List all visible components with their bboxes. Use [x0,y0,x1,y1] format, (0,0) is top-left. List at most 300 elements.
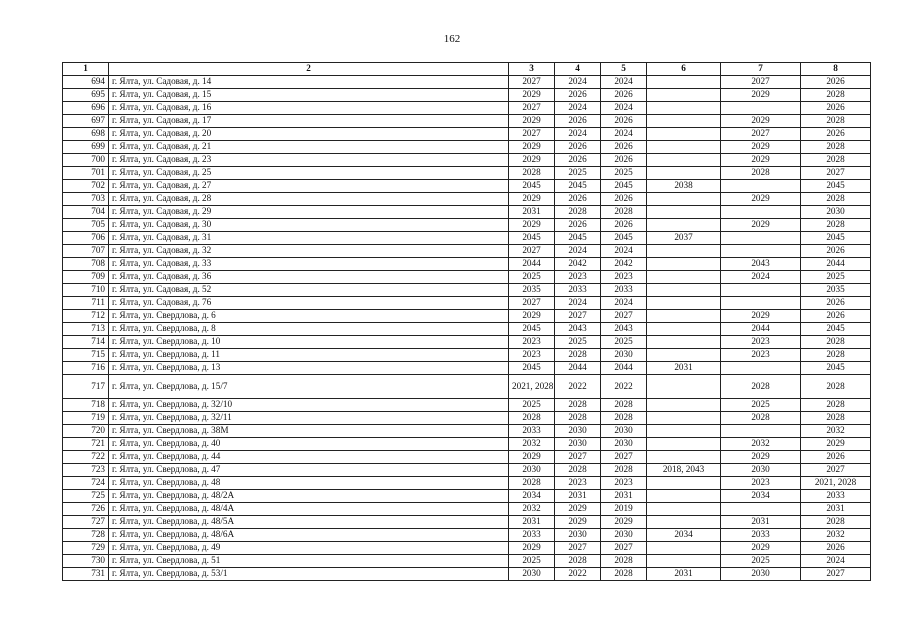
table-row [63,323,871,336]
table-cell: 2026 [801,128,871,141]
table-cell: 2042 [601,258,647,271]
table-cell: 2044 [601,362,647,375]
table-cell: г. Ялта, ул. Садовая, д. 36 [109,271,509,284]
table-cell [647,245,721,258]
table-cell: 2032 [721,438,801,451]
table-cell: 2031 [509,206,555,219]
table-cell [647,451,721,464]
table-cell: 2028 [555,399,601,412]
table-cell: 698 [63,128,109,141]
table-row [63,141,871,154]
table-cell: г. Ялта, ул. Садовая, д. 23 [109,154,509,167]
table-cell: 2027 [555,451,601,464]
table-cell: 2026 [801,102,871,115]
table-cell: 2045 [509,180,555,193]
table-cell: 2030 [555,438,601,451]
table-cell: 2023 [601,477,647,490]
table-cell: 2023 [509,336,555,349]
table-row [63,102,871,115]
table-cell: 2028 [721,375,801,399]
table-cell: 2026 [601,115,647,128]
table-row [63,89,871,102]
table-cell: 2028 [801,412,871,425]
column-header: 8 [801,63,871,76]
table-cell: 2045 [555,232,601,245]
table-row [63,516,871,529]
table-cell [721,284,801,297]
table-cell [647,206,721,219]
table-cell: 2018, 2043 [647,464,721,477]
table-cell: 2033 [721,529,801,542]
table-cell: 2029 [721,451,801,464]
table-cell: 2026 [601,154,647,167]
table-cell: 2028 [801,89,871,102]
table-cell: 2030 [601,425,647,438]
table-cell: г. Ялта, ул. Свердлова, д. 48/5А [109,516,509,529]
table-cell: 2029 [509,115,555,128]
table-cell: 2023 [721,336,801,349]
table-cell: 2026 [801,297,871,310]
table-cell: 2045 [555,180,601,193]
table-row [63,529,871,542]
table-cell [647,154,721,167]
table-cell: 2032 [801,425,871,438]
table-cell: 701 [63,167,109,180]
table-cell: г. Ялта, ул. Садовая, д. 15 [109,89,509,102]
table-cell: 2026 [801,310,871,323]
table-cell [721,102,801,115]
table-cell: 2031 [647,568,721,581]
table-cell [647,219,721,232]
table-cell: 2029 [509,219,555,232]
table-cell [721,206,801,219]
table-cell: 2027 [555,310,601,323]
table-cell: 2028 [601,568,647,581]
table-cell [647,115,721,128]
table-cell: 2031 [801,503,871,516]
table-cell: 2031 [647,362,721,375]
page-number: 162 [443,33,461,45]
table-cell: 2033 [509,425,555,438]
table-cell: 711 [63,297,109,310]
table-cell: г. Ялта, ул. Свердлова, д. 6 [109,310,509,323]
table-cell [647,412,721,425]
table-cell: г. Ялта, ул. Свердлова, д. 8 [109,323,509,336]
table-cell: 2030 [555,425,601,438]
table-cell: г. Ялта, ул. Свердлова, д. 32/11 [109,412,509,425]
table-cell: г. Ялта, ул. Садовая, д. 21 [109,141,509,154]
table-cell: 2031 [509,516,555,529]
table-cell: 727 [63,516,109,529]
table-cell: 2045 [601,232,647,245]
table-cell [647,375,721,399]
table-cell: 2033 [555,284,601,297]
table-cell: 2042 [555,258,601,271]
table-cell: 2028 [801,375,871,399]
table-cell: 705 [63,219,109,232]
table-cell: 2028 [801,349,871,362]
table-cell: 2023 [601,271,647,284]
table-cell: 2030 [721,464,801,477]
table-cell: 2030 [601,529,647,542]
table-cell: г. Ялта, ул. Свердлова, д. 10 [109,336,509,349]
table-cell [647,258,721,271]
table-cell: 730 [63,555,109,568]
table-row [63,245,871,258]
table-cell: 717 [63,375,109,399]
table-row [63,219,871,232]
column-header: 1 [63,63,109,76]
table-cell: г. Ялта, ул. Свердлова, д. 32/10 [109,399,509,412]
table-cell: 2025 [555,167,601,180]
table-row [63,490,871,503]
table-cell: 2030 [555,529,601,542]
table-cell [721,245,801,258]
table-cell: 2027 [601,542,647,555]
table-cell: 2035 [509,284,555,297]
table-cell: 2026 [601,193,647,206]
table-cell: 2043 [721,258,801,271]
table-cell: 2025 [601,167,647,180]
table-cell [647,284,721,297]
table-cell: 2029 [509,451,555,464]
table-cell: г. Ялта, ул. Садовая, д. 28 [109,193,509,206]
table-cell: 2025 [555,336,601,349]
table-row [63,206,871,219]
table-cell: г. Ялта, ул. Свердлова, д. 48/2А [109,490,509,503]
table-cell [647,425,721,438]
table-cell: 2029 [509,89,555,102]
table-cell: 2043 [555,323,601,336]
table-cell: 2027 [721,76,801,89]
table-cell: 2044 [721,323,801,336]
table-cell: 2045 [801,362,871,375]
table-cell [647,76,721,89]
table-cell: 2045 [801,323,871,336]
table-cell: 2029 [801,438,871,451]
table-cell: 2029 [509,310,555,323]
header-row [63,63,871,76]
table-row [63,115,871,128]
table-cell: 2028 [509,167,555,180]
table-cell: 2022 [601,375,647,399]
table-cell: 2027 [721,128,801,141]
table-cell: 2043 [601,323,647,336]
table-cell: 706 [63,232,109,245]
table-cell: 2026 [555,193,601,206]
table-cell: г. Ялта, ул. Садовая, д. 20 [109,128,509,141]
table-cell: 714 [63,336,109,349]
table-cell: 2024 [601,128,647,141]
table-cell: 2035 [801,284,871,297]
table-cell [721,503,801,516]
table-cell: 2030 [509,568,555,581]
table-row [63,425,871,438]
table-cell [647,555,721,568]
table-cell: 2028 [801,141,871,154]
table-row [63,128,871,141]
table-cell: 709 [63,271,109,284]
table-cell: 2023 [721,349,801,362]
table-cell: 2029 [721,542,801,555]
table-cell [647,399,721,412]
table-cell: 2030 [721,568,801,581]
table-cell: 2044 [555,362,601,375]
table-cell: 2028 [555,349,601,362]
table-cell: 2025 [601,336,647,349]
table-cell: 2028 [801,154,871,167]
table-cell: 2029 [601,516,647,529]
table-cell: 2028 [601,464,647,477]
table-cell: 725 [63,490,109,503]
table-cell: 2028 [801,399,871,412]
table-cell: г. Ялта, ул. Садовая, д. 32 [109,245,509,258]
table-cell: 2028 [601,206,647,219]
table-cell: г. Ялта, ул. Садовая, д. 29 [109,206,509,219]
table-cell: 2045 [509,323,555,336]
table-cell: 2027 [509,245,555,258]
table-cell: 702 [63,180,109,193]
table-cell: г. Ялта, ул. Садовая, д. 14 [109,76,509,89]
table-row [63,542,871,555]
table-cell: 2031 [601,490,647,503]
table-cell [647,349,721,362]
table-cell: 2027 [509,76,555,89]
table-cell [647,323,721,336]
table-row [63,258,871,271]
table-cell: 2021, 2028 [509,375,555,399]
table-cell: 2024 [555,102,601,115]
table-cell: 703 [63,193,109,206]
table-cell: 2029 [509,154,555,167]
table-cell: 2032 [801,529,871,542]
table-cell: 712 [63,310,109,323]
table-cell: 2026 [555,219,601,232]
table-cell: 2029 [509,542,555,555]
table-cell: 719 [63,412,109,425]
table-cell: 2045 [801,232,871,245]
table-cell: 2028 [601,399,647,412]
table-row [63,451,871,464]
table-cell: 2027 [509,128,555,141]
table-cell: 2044 [509,258,555,271]
table-cell: 2029 [555,516,601,529]
table-row [63,464,871,477]
table-cell: 2033 [801,490,871,503]
table-cell: 2029 [555,503,601,516]
table-cell: 2027 [801,167,871,180]
table-cell: 2025 [721,555,801,568]
table-cell [647,271,721,284]
table-row [63,271,871,284]
table-cell: 2030 [601,349,647,362]
table-cell: 2027 [509,102,555,115]
table-cell [647,477,721,490]
table-cell [647,297,721,310]
table-cell: 2033 [601,284,647,297]
table-cell [721,297,801,310]
table-cell: 2027 [555,542,601,555]
table-cell: 2028 [601,555,647,568]
table-cell: 722 [63,451,109,464]
table-cell: 2029 [509,193,555,206]
table-cell [647,141,721,154]
table-cell [647,336,721,349]
table-cell [721,180,801,193]
table-cell: г. Ялта, ул. Садовая, д. 76 [109,297,509,310]
table-cell: 710 [63,284,109,297]
table-cell [647,310,721,323]
table-cell: 2031 [721,516,801,529]
table-cell: 720 [63,425,109,438]
table-cell: 2021, 2028 [801,477,871,490]
table-cell: 708 [63,258,109,271]
table-cell: г. Ялта, ул. Садовая, д. 17 [109,115,509,128]
table-cell [647,193,721,206]
table-cell: г. Ялта, ул. Свердлова, д. 48 [109,477,509,490]
table-cell: 2031 [555,490,601,503]
table-cell [647,102,721,115]
table-cell [721,232,801,245]
table-cell: 2034 [647,529,721,542]
table-cell: г. Ялта, ул. Свердлова, д. 11 [109,349,509,362]
table-cell: г. Ялта, ул. Свердлова, д. 44 [109,451,509,464]
table-cell: 2025 [801,271,871,284]
table-row [63,399,871,412]
table-cell: 2028 [801,193,871,206]
table-cell: 2026 [555,89,601,102]
table-cell: г. Ялта, ул. Свердлова, д. 48/6А [109,529,509,542]
table-row [63,180,871,193]
table-cell [721,362,801,375]
table-cell: 726 [63,503,109,516]
table-row [63,375,871,399]
table-cell: 2025 [721,399,801,412]
table-cell: 2028 [509,477,555,490]
table-cell: 2027 [601,451,647,464]
table-row [63,555,871,568]
column-header: 7 [721,63,801,76]
table-cell: 729 [63,542,109,555]
table-cell: 699 [63,141,109,154]
table-cell: 704 [63,206,109,219]
table-cell: 2026 [601,141,647,154]
table-cell: 2024 [801,555,871,568]
table-row [63,477,871,490]
table-row [63,193,871,206]
table-cell: 2028 [509,412,555,425]
table-cell: 2026 [601,89,647,102]
table-cell: 694 [63,76,109,89]
table-row [63,310,871,323]
table-cell: 2028 [801,336,871,349]
table-cell: 2028 [801,115,871,128]
table-cell: г. Ялта, ул. Свердлова, д. 51 [109,555,509,568]
table-cell: г. Ялта, ул. Садовая, д. 27 [109,180,509,193]
table-cell: 2026 [801,542,871,555]
table-cell: 2026 [555,154,601,167]
table-cell: 2024 [555,76,601,89]
table-cell: 2027 [509,297,555,310]
table-cell: 2027 [801,568,871,581]
table-cell: 2028 [555,555,601,568]
column-header: 5 [601,63,647,76]
table-cell: 2026 [801,451,871,464]
table-cell: 2030 [801,206,871,219]
housing-register-table [62,62,871,581]
table-cell: 2037 [647,232,721,245]
table-cell: 2045 [509,362,555,375]
table-row [63,297,871,310]
table-cell: 2026 [601,219,647,232]
table-cell [647,128,721,141]
table-cell: 696 [63,102,109,115]
table-cell: 2045 [801,180,871,193]
table-cell: г. Ялта, ул. Садовая, д. 52 [109,284,509,297]
table-cell: г. Ялта, ул. Садовая, д. 31 [109,232,509,245]
table-cell [647,438,721,451]
table-cell: 713 [63,323,109,336]
table-cell: 728 [63,529,109,542]
table-cell: 2029 [721,115,801,128]
table-cell: 715 [63,349,109,362]
table-cell: 2024 [601,76,647,89]
table-cell: 724 [63,477,109,490]
table-cell: 2023 [509,349,555,362]
table-cell: 2029 [721,154,801,167]
table-cell [721,425,801,438]
table-cell: 707 [63,245,109,258]
table-cell: г. Ялта, ул. Свердлова, д. 40 [109,438,509,451]
table-cell: г. Ялта, ул. Свердлова, д. 13 [109,362,509,375]
table-cell: 2045 [601,180,647,193]
table-cell: г. Ялта, ул. Свердлова, д. 15/7 [109,375,509,399]
column-header: 6 [647,63,721,76]
table-cell: 2028 [555,464,601,477]
table-cell: 2045 [509,232,555,245]
table-row [63,167,871,180]
table-cell: 2025 [509,399,555,412]
table-cell [647,503,721,516]
table-cell: 2022 [555,568,601,581]
table-cell: 721 [63,438,109,451]
table-cell: 697 [63,115,109,128]
table-cell: г. Ялта, ул. Садовая, д. 25 [109,167,509,180]
table-cell: 2026 [555,115,601,128]
table-cell [647,542,721,555]
table-cell: 2019 [601,503,647,516]
table-cell: 2028 [801,219,871,232]
table-row [63,568,871,581]
table-cell: 2030 [601,438,647,451]
table-cell: 2032 [509,503,555,516]
table-cell: 2038 [647,180,721,193]
table-cell: 2029 [721,89,801,102]
table-cell: 2028 [721,167,801,180]
table-cell: 2026 [801,245,871,258]
table-cell: 695 [63,89,109,102]
table-row [63,232,871,245]
table-cell: 2026 [801,76,871,89]
table-cell: 2033 [509,529,555,542]
table-cell: 2044 [801,258,871,271]
table-cell: 2024 [555,297,601,310]
table-cell: 2024 [555,245,601,258]
table-cell [647,167,721,180]
table-row [63,76,871,89]
table-cell: 731 [63,568,109,581]
table-cell: 723 [63,464,109,477]
